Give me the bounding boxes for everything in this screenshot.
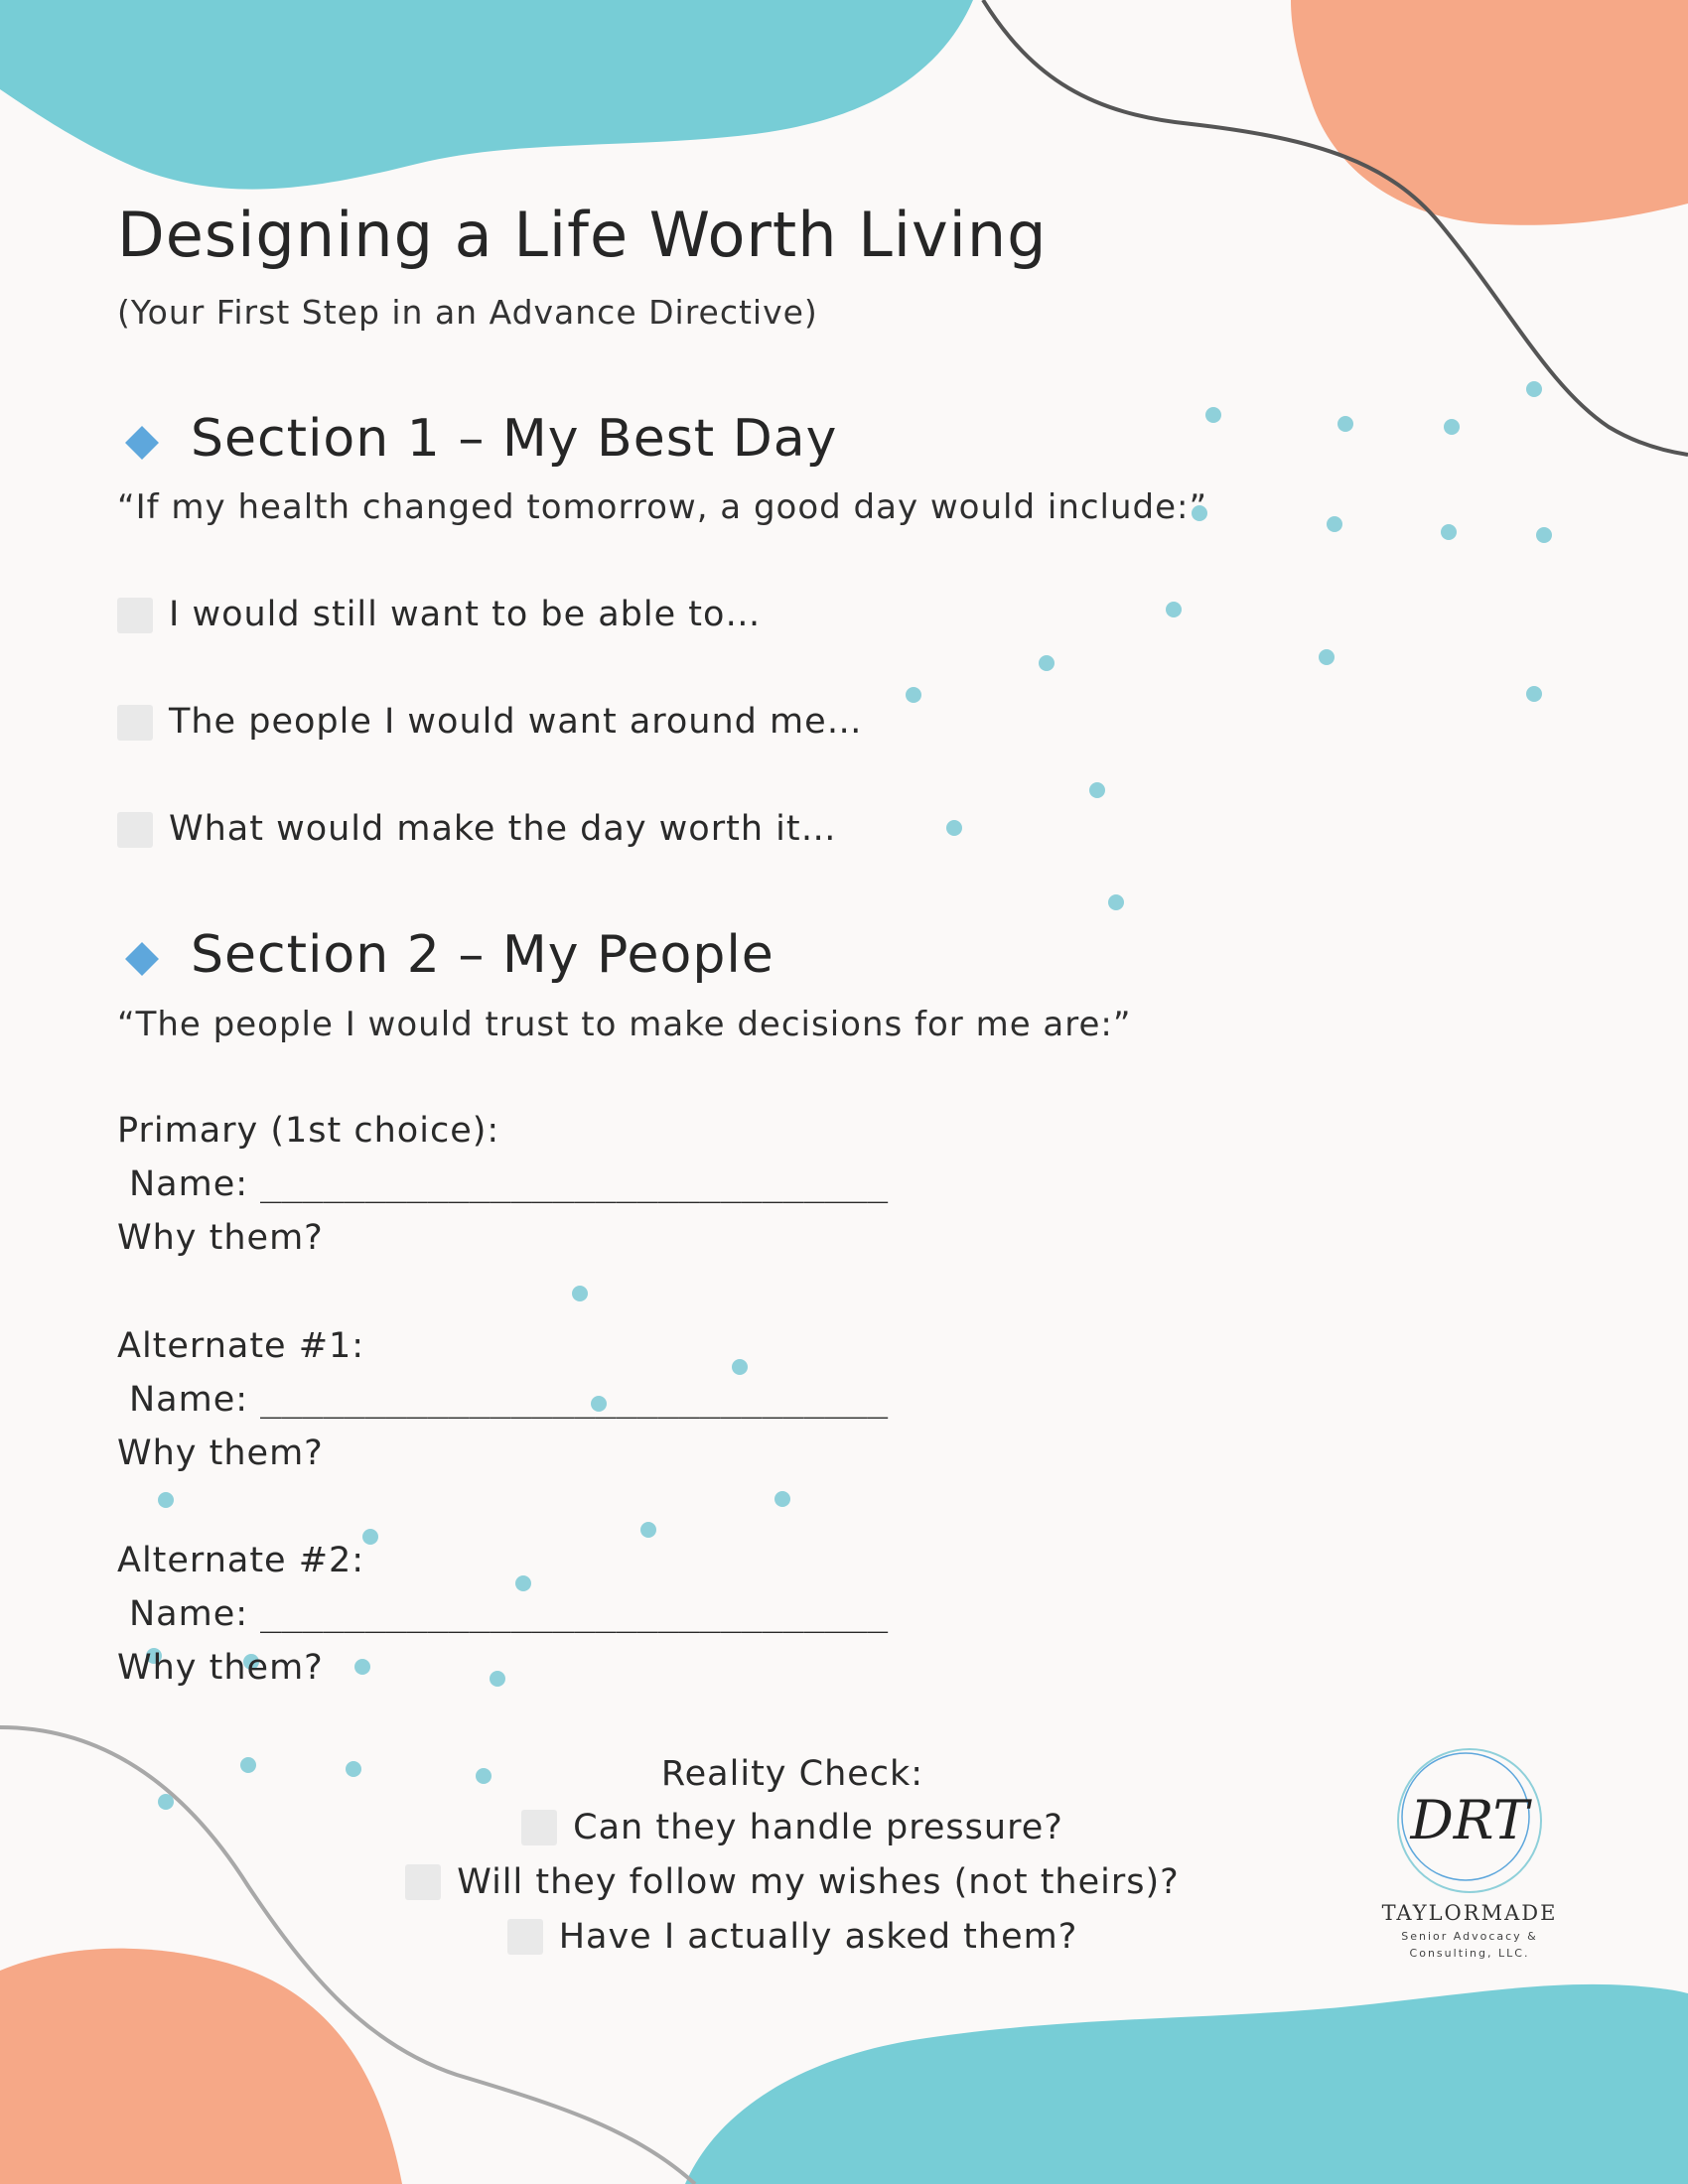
primary-name-field[interactable]: ______________________________ [260,1164,889,1204]
logo-monogram: DRT [1410,1789,1529,1851]
primary-label: Primary (1st choice): [117,1111,500,1151]
company-logo [1370,1739,1569,1958]
checkbox-able-to[interactable] [117,598,153,633]
reality-check-text: Have I actually asked them? [558,1917,1078,1957]
checkbox-day-worth-it[interactable] [117,812,153,848]
checkbox-handle-pressure[interactable] [521,1810,557,1845]
alternate2-name-label: Name: [129,1594,249,1634]
checkbox-people-around[interactable] [117,705,153,741]
section2-heading: Section 2 – My People [191,925,774,985]
section1-prompt: “If my health changed tomorrow, a good day would include:” [117,487,1208,527]
section2-prompt: “The people I would trust to make decisions for me are:” [117,1005,1132,1044]
alternate1-name-field[interactable]: ______________________________ [260,1380,889,1420]
reality-check-item [0,1917,1585,1957]
diamond-bullet-icon [125,942,159,976]
logo-tagline-2: Consulting, LLC. [1409,1947,1530,1960]
best-day-item-1: I would still want to be able to… [169,595,762,634]
checkbox-follow-wishes[interactable] [405,1864,441,1900]
best-day-item-2: The people I would want around me… [169,702,863,742]
logo-tagline-1: Senior Advocacy & [1401,1930,1538,1943]
page-title: Designing a Life Worth Living [117,199,1048,271]
primary-name-label: Name: [129,1164,249,1204]
section1-heading: Section 1 – My Best Day [191,409,838,469]
checkbox-asked-them[interactable] [507,1919,543,1955]
best-day-item-3: What would make the day worth it… [169,809,837,849]
alternate1-name-label: Name: [129,1380,249,1420]
alternate2-name-field[interactable]: ______________________________ [260,1594,889,1634]
page-subtitle: (Your First Step in an Advance Directive) [117,293,818,332]
alternate2-why-label: Why them? [117,1648,324,1688]
reality-check-item [0,1862,1585,1902]
reality-check-text: Will they follow my wishes (not theirs)? [457,1862,1180,1902]
primary-why-label: Why them? [117,1218,324,1258]
reality-check-text: Can they handle pressure? [573,1808,1063,1847]
alternate2-label: Alternate #2: [117,1541,365,1580]
reality-check-item [0,1808,1585,1847]
logo-name: TAYLORMADE [1381,1901,1558,1925]
alternate1-label: Alternate #1: [117,1326,365,1366]
alternate1-why-label: Why them? [117,1433,324,1473]
diamond-bullet-icon [125,426,159,460]
reality-check-title: Reality Check: [660,1754,924,1794]
